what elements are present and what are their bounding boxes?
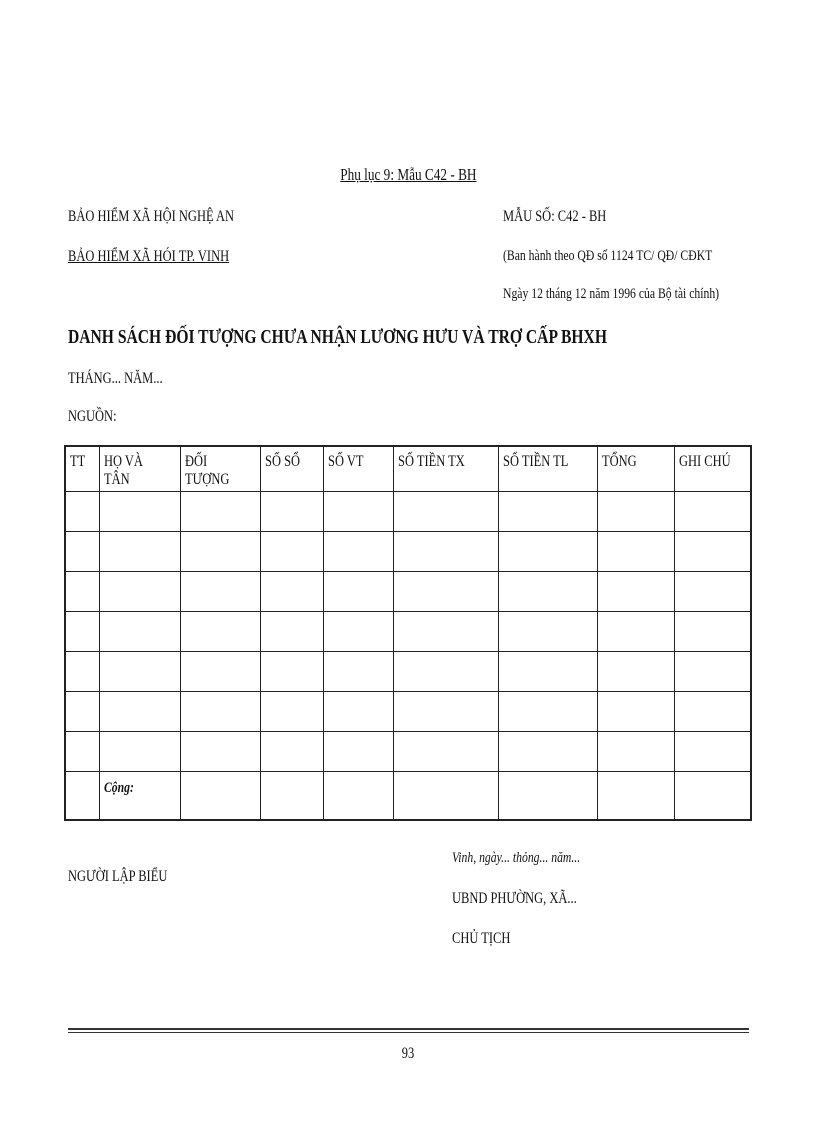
- page-number-text: 93: [401, 1045, 415, 1062]
- page-number: [0, 1045, 816, 1063]
- place-date-text: Vinh, ngày... thỏng... năm...: [452, 850, 581, 866]
- chairman-text: CHỦ TỊCH: [452, 930, 511, 947]
- ubnd-label: [452, 890, 612, 908]
- beneficiary-table: [64, 445, 752, 821]
- issued-date-note: [503, 286, 780, 303]
- total-label: Cộng:: [99, 772, 180, 821]
- col-header-total: TỔNG: [597, 446, 674, 492]
- col-header-category: ĐỐI TƯỢNG: [180, 446, 260, 492]
- issued-by-text: (Ban hành theo QĐ số 1124 TC/ QĐ/ CĐKT: [503, 248, 713, 264]
- col-header-tt: TT: [65, 446, 99, 492]
- issued-date-text: Ngày 12 tháng 12 năm 1996 của Bộ tài chính): [503, 286, 720, 302]
- source-line: [68, 408, 130, 426]
- col-header-vt-no: SỐ VT: [323, 446, 393, 492]
- document-title-text: DANH SÁCH ĐỐI TƯỢNG CHƯA NHẬN LƯƠNG HƯU VÀ TRỢ CẤP BHXH: [68, 326, 607, 348]
- agency-branch-text: BẢO HIỂM XÃ HÓI TP. VINH: [68, 248, 230, 265]
- table-total-row: [65, 772, 751, 821]
- source-text: NGUỒN:: [68, 408, 117, 425]
- table-row: [65, 532, 751, 572]
- appendix-title: [0, 165, 816, 185]
- footer-divider-thin: [68, 1032, 749, 1033]
- col-header-book-no: SỐ SỔ: [260, 446, 323, 492]
- month-year-line: [68, 370, 189, 388]
- ubnd-text: UBND PHƯỜNG, XÃ...: [452, 890, 577, 907]
- table-row: [65, 732, 751, 772]
- table-row: [65, 492, 751, 532]
- col-header-name: HỌ VÀ TÂN: [99, 446, 180, 492]
- issued-by-note: [503, 248, 771, 265]
- table-header-row: [65, 446, 751, 492]
- chairman-label: [452, 930, 527, 948]
- form-number-text: MẪU SỐ: C42 - BH: [503, 208, 607, 225]
- col-header-amount-tl: SỐ TIỀN TL: [498, 446, 597, 492]
- table-row: [65, 652, 751, 692]
- preparer-text: NGƯỜI LẬP BIỂU: [68, 868, 168, 885]
- document-title: [68, 326, 759, 349]
- table-row: [65, 572, 751, 612]
- agency-branch: [68, 248, 275, 266]
- appendix-title-text: Phụ lục 9: Mẫu C42 - BH: [339, 165, 477, 184]
- table-row: [65, 612, 751, 652]
- month-year-text: THÁNG... NĂM...: [68, 370, 163, 387]
- col-header-amount-tx: SỐ TIỀN TX: [393, 446, 498, 492]
- place-date-line: [452, 850, 616, 867]
- col-header-notes: GHI CHÚ: [674, 446, 751, 492]
- footer-divider-thick: [68, 1028, 749, 1030]
- form-number: [503, 208, 635, 226]
- table-row: [65, 692, 751, 732]
- agency-name: [68, 208, 281, 226]
- agency-name-text: BẢO HIỂM XÃ HỘI NGHỆ AN: [68, 208, 235, 225]
- preparer-label: [68, 868, 195, 886]
